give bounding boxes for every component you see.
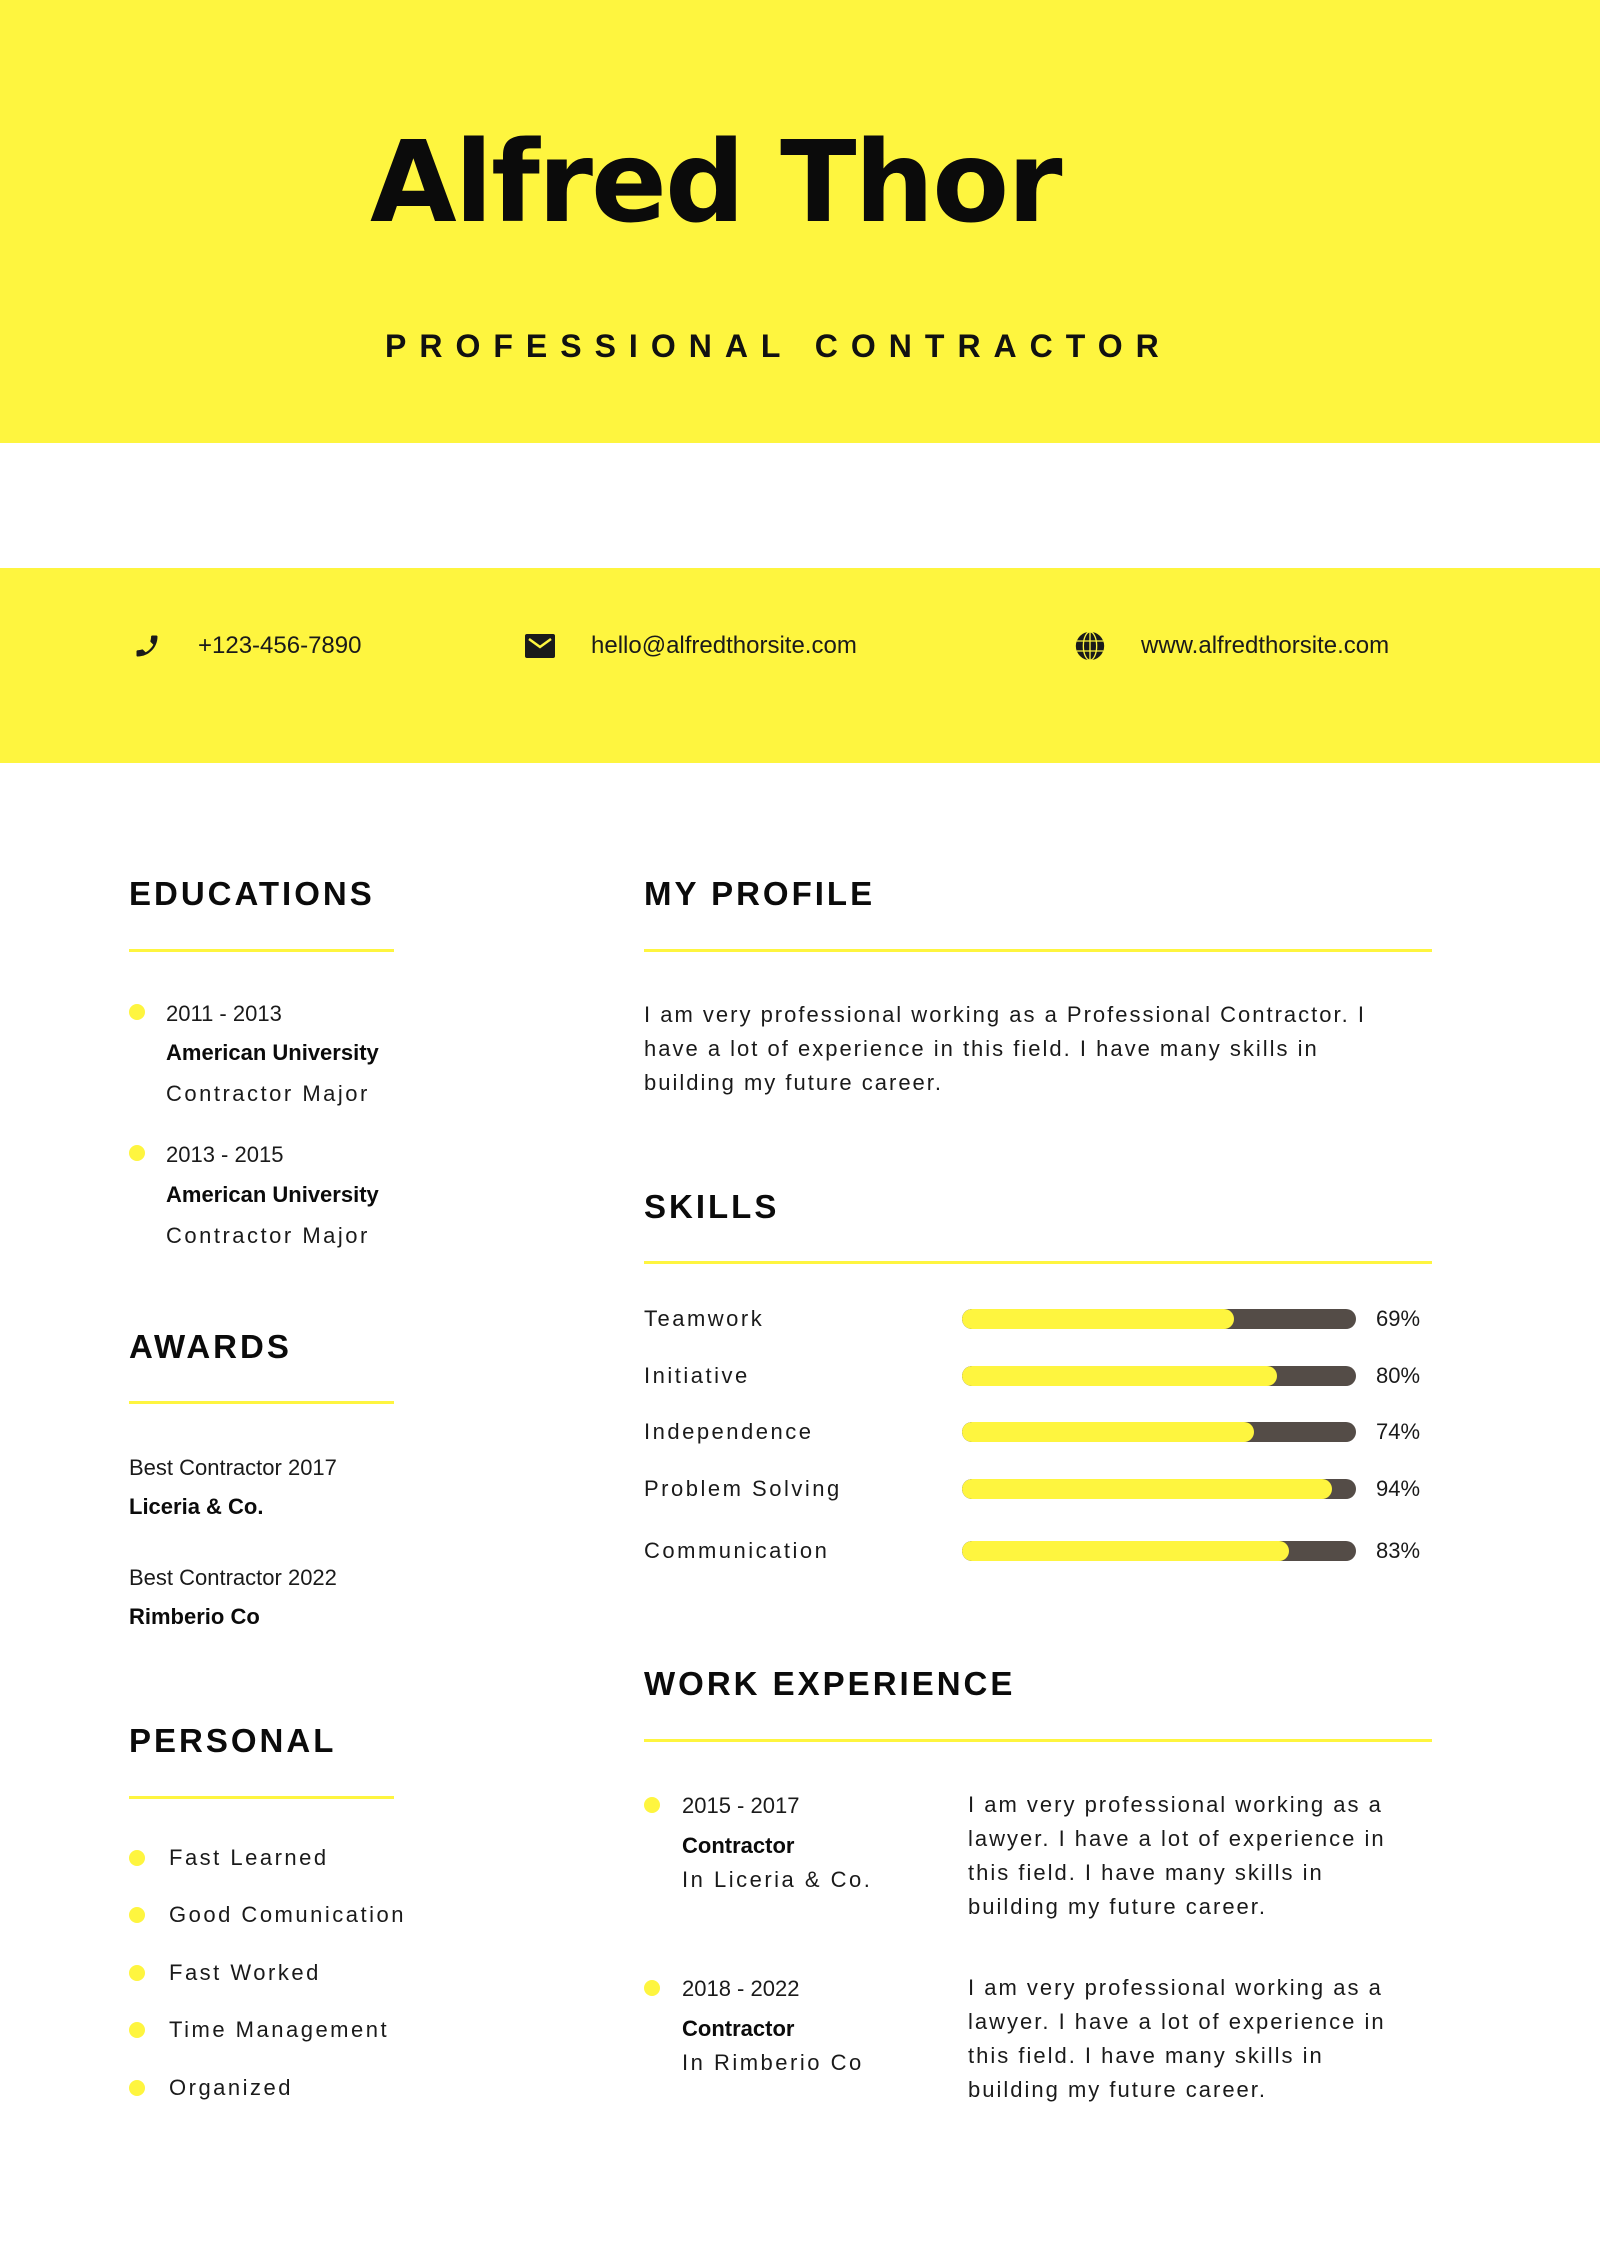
personal-bullet: [129, 1965, 145, 1981]
profile-line: building my future career.: [644, 1070, 944, 1095]
work-description-line: this field. I have many skills in: [968, 2043, 1324, 2068]
profile-heading: MY PROFILE: [644, 875, 876, 912]
skill-row-independence: [644, 1415, 1424, 1449]
education-years: 2013 - 2015: [166, 1142, 284, 1167]
work-description: [968, 1788, 1438, 1924]
skill-bar: [962, 1309, 1356, 1329]
work-bullet: [644, 1980, 660, 1996]
skill-percent: 83%: [1376, 1538, 1421, 1563]
skill-label: Initiative: [644, 1363, 750, 1388]
personal-item: Fast Worked: [169, 1960, 321, 1985]
skill-bar-fill: [962, 1366, 1277, 1386]
profile-text: [644, 998, 1444, 1100]
profile-line: have a lot of experience in this field. I have many skills in: [644, 1036, 1319, 1061]
work-company: In Rimberio Co: [682, 2050, 864, 2075]
work-years: 2018 - 2022: [682, 1976, 800, 2001]
personal-bullet: [129, 2022, 145, 2038]
skill-bar: [962, 1541, 1356, 1561]
skill-percent: 80%: [1376, 1363, 1421, 1388]
education-major: Contractor Major: [166, 1081, 370, 1106]
contact-website: [1075, 626, 1389, 666]
awards-rule: [129, 1401, 394, 1404]
skill-label: Communication: [644, 1538, 830, 1563]
work-description-line: lawyer. I have a lot of experience in: [968, 2009, 1386, 2034]
skills-rule: [644, 1261, 1432, 1264]
award-title: Best Contractor 2022: [129, 1565, 337, 1590]
personal-rule: [129, 1796, 394, 1799]
personal-item: Time Management: [169, 2017, 390, 2042]
work-company: In Liceria & Co.: [682, 1867, 873, 1892]
skill-row-problem-solving: [644, 1472, 1424, 1506]
work-role: Contractor: [682, 1833, 795, 1858]
work-heading: WORK EXPERIENCE: [644, 1665, 1016, 1702]
personal-item: Good Comunication: [169, 1902, 406, 1927]
profile-line: I am very professional working as a Professional Contractor. I: [644, 1002, 1366, 1027]
education-years: 2011 - 2013: [166, 1001, 282, 1026]
work-bullet: [644, 1797, 660, 1813]
skill-percent: 94%: [1376, 1476, 1421, 1501]
personal-bullet: [129, 2080, 145, 2096]
skill-bar-fill: [962, 1479, 1332, 1499]
skill-bar: [962, 1479, 1356, 1499]
education-school: American University: [166, 1040, 379, 1065]
educations-rule: [129, 949, 394, 952]
skill-percent: 69%: [1376, 1306, 1421, 1331]
work-description-line: I am very professional working as a: [968, 1792, 1383, 1817]
personal-item: Fast Learned: [169, 1845, 329, 1870]
personal-heading: PERSONAL: [129, 1722, 337, 1759]
skill-bar-fill: [962, 1541, 1289, 1561]
contact-phone: [132, 626, 361, 666]
awards-heading: AWARDS: [129, 1328, 292, 1365]
work-description-line: building my future career.: [968, 2077, 1268, 2102]
work-description-line: this field. I have many skills in: [968, 1860, 1324, 1885]
skills-heading: SKILLS: [644, 1188, 780, 1225]
contact-email: [525, 626, 857, 666]
education-school: American University: [166, 1182, 379, 1207]
email-address[interactable]: hello@alfredthorsite.com: [591, 632, 857, 659]
phone-number[interactable]: +123-456-7890: [198, 632, 362, 659]
education-bullet: [129, 1004, 145, 1020]
globe-icon: [1075, 631, 1105, 661]
work-years: 2015 - 2017: [682, 1793, 800, 1818]
work-description-line: lawyer. I have a lot of experience in: [968, 1826, 1386, 1851]
award-title: Best Contractor 2017: [129, 1455, 337, 1480]
skill-row-initiative: [644, 1359, 1424, 1393]
award-org: Rimberio Co: [129, 1604, 260, 1629]
skill-row-communication: [644, 1534, 1424, 1568]
skill-label: Independence: [644, 1419, 814, 1444]
phone-icon: [132, 631, 162, 661]
work-description-line: building my future career.: [968, 1894, 1268, 1919]
candidate-name: Alfred Thor: [370, 118, 1061, 248]
educations-heading: EDUCATIONS: [129, 875, 375, 912]
candidate-title: PROFESSIONAL CONTRACTOR: [385, 328, 1172, 364]
personal-bullet: [129, 1907, 145, 1923]
skill-bar-fill: [962, 1422, 1254, 1442]
website-url[interactable]: www.alfredthorsite.com: [1141, 632, 1390, 659]
skill-bar: [962, 1366, 1356, 1386]
work-rule: [644, 1739, 1432, 1742]
profile-rule: [644, 949, 1432, 952]
education-bullet: [129, 1145, 145, 1161]
mail-icon: [525, 631, 555, 661]
skill-label: Problem Solving: [644, 1476, 842, 1501]
skill-label: Teamwork: [644, 1306, 765, 1331]
work-description: [968, 1971, 1438, 2107]
education-major: Contractor Major: [166, 1223, 370, 1248]
award-org: Liceria & Co.: [129, 1494, 264, 1519]
personal-bullet: [129, 1850, 145, 1866]
skill-bar: [962, 1422, 1356, 1442]
skill-row-teamwork: [644, 1302, 1424, 1336]
skill-bar-fill: [962, 1309, 1234, 1329]
work-role: Contractor: [682, 2016, 795, 2041]
personal-item: Organized: [169, 2075, 294, 2100]
skill-percent: 74%: [1376, 1419, 1421, 1444]
work-description-line: I am very professional working as a: [968, 1975, 1383, 2000]
